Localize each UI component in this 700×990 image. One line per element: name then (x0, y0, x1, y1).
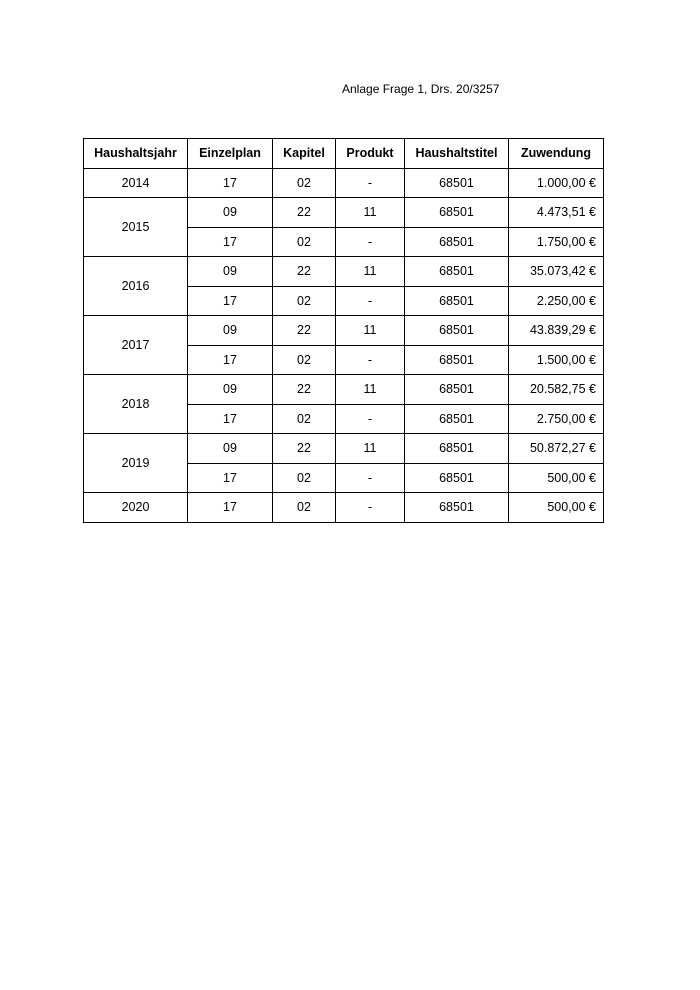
cell-haushaltstitel: 68501 (405, 168, 509, 198)
cell-einzelplan: 09 (188, 257, 273, 287)
cell-kapitel: 02 (273, 168, 336, 198)
cell-kapitel: 02 (273, 345, 336, 375)
table-row (84, 168, 604, 198)
cell-produkt: 11 (336, 257, 405, 287)
cell-zuwendung: 500,00 € (509, 463, 604, 493)
cell-zuwendung: 2.750,00 € (509, 404, 604, 434)
cell-haushaltsjahr: 2018 (84, 375, 188, 434)
header-zuwendung: Zuwendung (509, 139, 604, 169)
cell-kapitel: 22 (273, 198, 336, 228)
cell-zuwendung: 50.872,27 € (509, 434, 604, 464)
cell-produkt: - (336, 404, 405, 434)
cell-kapitel: 22 (273, 257, 336, 287)
cell-haushaltsjahr: 2015 (84, 198, 188, 257)
table-row (84, 375, 604, 405)
cell-einzelplan: 17 (188, 168, 273, 198)
cell-zuwendung: 43.839,29 € (509, 316, 604, 346)
cell-haushaltstitel: 68501 (405, 198, 509, 228)
table-row (84, 316, 604, 346)
cell-zuwendung: 2.250,00 € (509, 286, 604, 316)
table-row (84, 198, 604, 228)
cell-zuwendung: 1.500,00 € (509, 345, 604, 375)
cell-kapitel: 02 (273, 493, 336, 523)
cell-einzelplan: 17 (188, 227, 273, 257)
header-kapitel: Kapitel (273, 139, 336, 169)
cell-einzelplan: 17 (188, 493, 273, 523)
cell-einzelplan: 09 (188, 375, 273, 405)
table-body (84, 168, 604, 522)
cell-haushaltstitel: 68501 (405, 286, 509, 316)
cell-zuwendung: 1.000,00 € (509, 168, 604, 198)
cell-haushaltsjahr: 2020 (84, 493, 188, 523)
header-einzelplan: Einzelplan (188, 139, 273, 169)
table-row (84, 434, 604, 464)
cell-haushaltstitel: 68501 (405, 227, 509, 257)
cell-einzelplan: 17 (188, 463, 273, 493)
cell-einzelplan: 17 (188, 286, 273, 316)
cell-zuwendung: 20.582,75 € (509, 375, 604, 405)
cell-einzelplan: 17 (188, 404, 273, 434)
cell-haushaltstitel: 68501 (405, 316, 509, 346)
cell-einzelplan: 09 (188, 434, 273, 464)
cell-produkt: 11 (336, 198, 405, 228)
table-row (84, 257, 604, 287)
cell-produkt: - (336, 168, 405, 198)
header-produkt: Produkt (336, 139, 405, 169)
cell-einzelplan: 09 (188, 198, 273, 228)
cell-haushaltsjahr: 2016 (84, 257, 188, 316)
cell-haushaltsjahr: 2017 (84, 316, 188, 375)
cell-zuwendung: 35.073,42 € (509, 257, 604, 287)
cell-kapitel: 02 (273, 227, 336, 257)
cell-produkt: 11 (336, 375, 405, 405)
cell-produkt: - (336, 345, 405, 375)
cell-produkt: 11 (336, 316, 405, 346)
cell-haushaltstitel: 68501 (405, 493, 509, 523)
cell-kapitel: 22 (273, 434, 336, 464)
cell-produkt: - (336, 463, 405, 493)
cell-haushaltstitel: 68501 (405, 257, 509, 287)
cell-haushaltstitel: 68501 (405, 404, 509, 434)
annex-label: Anlage Frage 1, Drs. 20/3257 (342, 82, 500, 96)
cell-kapitel: 02 (273, 286, 336, 316)
cell-produkt: - (336, 286, 405, 316)
cell-kapitel: 22 (273, 375, 336, 405)
cell-produkt: 11 (336, 434, 405, 464)
cell-kapitel: 22 (273, 316, 336, 346)
cell-haushaltstitel: 68501 (405, 375, 509, 405)
cell-einzelplan: 09 (188, 316, 273, 346)
cell-produkt: - (336, 493, 405, 523)
header-haushaltstitel: Haushaltstitel (405, 139, 509, 169)
table-header-row (84, 139, 604, 169)
cell-produkt: - (336, 227, 405, 257)
cell-zuwendung: 4.473,51 € (509, 198, 604, 228)
header-haushaltsjahr: Haushaltsjahr (84, 139, 188, 169)
cell-haushaltsjahr: 2019 (84, 434, 188, 493)
cell-kapitel: 02 (273, 404, 336, 434)
cell-haushaltstitel: 68501 (405, 345, 509, 375)
cell-zuwendung: 1.750,00 € (509, 227, 604, 257)
cell-einzelplan: 17 (188, 345, 273, 375)
table-row (84, 493, 604, 523)
cell-kapitel: 02 (273, 463, 336, 493)
cell-haushaltstitel: 68501 (405, 434, 509, 464)
cell-haushaltsjahr: 2014 (84, 168, 188, 198)
cell-haushaltstitel: 68501 (405, 463, 509, 493)
cell-zuwendung: 500,00 € (509, 493, 604, 523)
funding-table (83, 138, 604, 523)
